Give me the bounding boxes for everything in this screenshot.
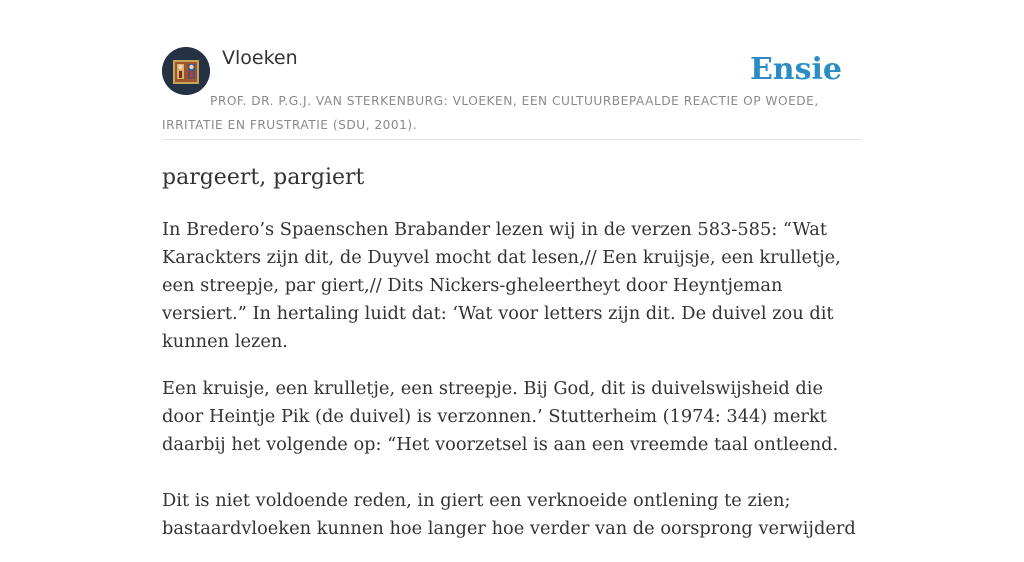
entry-paragraph: In Bredero’s Spaenschen Brabander lezen wij in de verzen 583-585: “Wat Karackters zijn dit, de Duyvel mocht dat lesen,// Een kruijsje, een krulletje, een streepje, par giert,// Dits Nickers-gheleertheyt door Heyntjeman versiert.” In hertaling luidt dat: ‘Wat voor letters zijn dit. De duivel zou dit kunnen lezen. — [162, 219, 841, 352]
entry-title: pargeert, pargiert — [162, 165, 365, 190]
entry-paragraph: Een kruisje, een krulletje, een streepje. Bij God, dit is duivelswijsheid die door Heintje Pik (de duivel) is verzonnen.’ Stutterheim (1974: 344) merkt daarbij het volgende op: “Het voorzetsel is aan een vreemde taal ontleend. — [162, 378, 839, 455]
entry-body — [162, 216, 862, 562]
header-divider — [162, 139, 862, 140]
site-logo[interactable]: Ensie — [749, 52, 842, 87]
book-cover-icon — [162, 47, 210, 95]
entry-paragraph: Dit is niet voldoende reden, in giert een verknoeide ontlening te zien; bastaardvloeken kunnen hoe langer hoe verder van de oorsprong verwijderd — [162, 490, 856, 539]
paragraph-spacer — [162, 459, 862, 487]
avatar[interactable] — [162, 47, 210, 95]
book-title[interactable]: Vloeken — [222, 47, 298, 69]
source-citation: PROF. DR. P.G.J. VAN STERKENBURG: VLOEKEN, EEN CULTUURBEPAALDE REACTIE OP WOEDE, IRRITATIE EN FRUSTRATIE (SDU, 2001). — [162, 94, 819, 132]
